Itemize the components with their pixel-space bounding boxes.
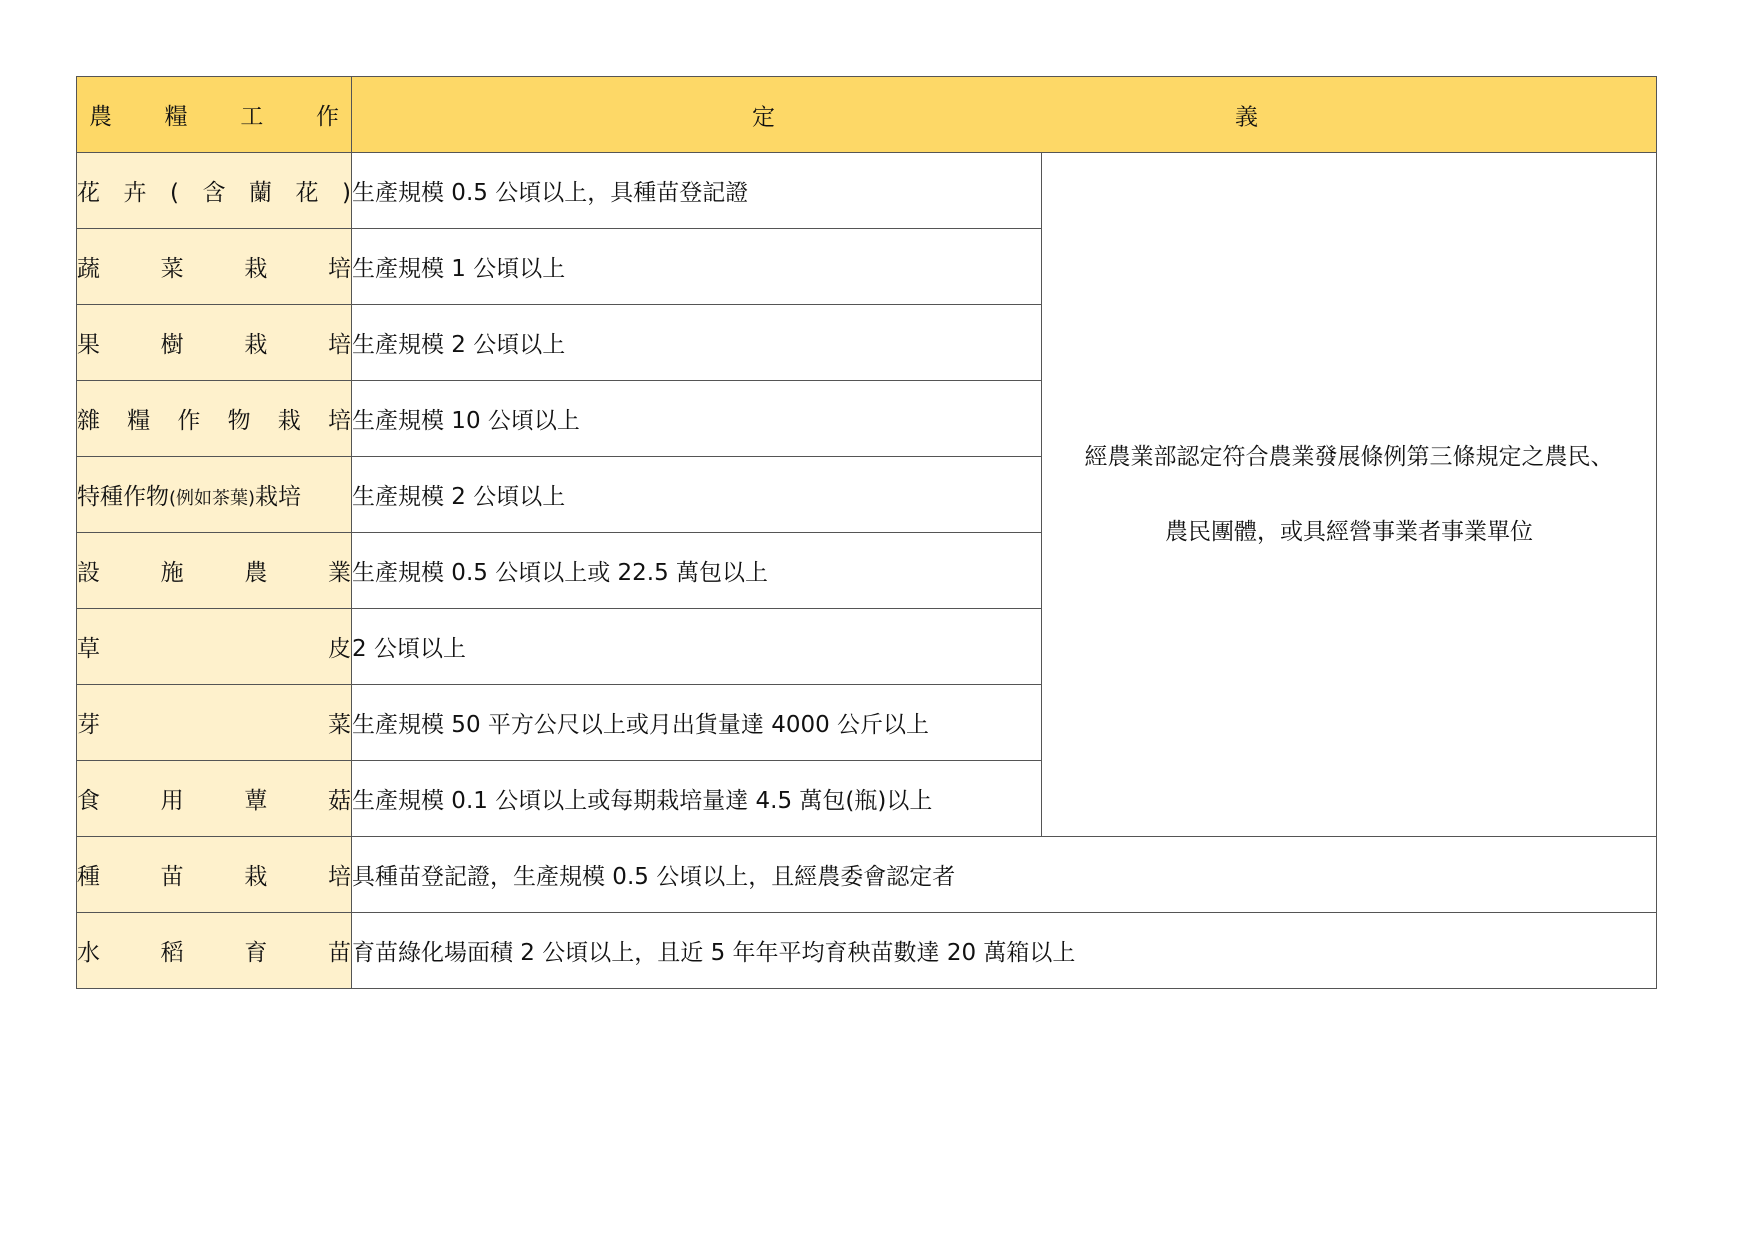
requirement-cell: 生產規模 1 公頃以上 — [352, 229, 1042, 305]
agriculture-definition-table — [76, 76, 1657, 989]
work-cell: 花卉(含蘭花) — [77, 153, 352, 229]
requirement-cell: 生產規模 2 公頃以上 — [352, 457, 1042, 533]
work-cell: 雜糧作物栽培 — [77, 381, 352, 457]
work-cell: 水稻育苗 — [77, 913, 352, 989]
work-cell: 種苗栽培 — [77, 837, 352, 913]
definition-line-2: 農民團體，或具經營事業者事業單位 — [1165, 518, 1533, 545]
work-cell: 特種作物(例如茶葉)栽培 — [77, 457, 352, 533]
work-cell: 食用蕈菇 — [77, 761, 352, 837]
table-row — [77, 837, 1657, 913]
work-cell: 蔬菜栽培 — [77, 229, 352, 305]
table-row — [77, 913, 1657, 989]
requirement-cell: 生產規模 0.5 公頃以上，具種苗登記證 — [352, 153, 1042, 229]
work-cell: 設施農業 — [77, 533, 352, 609]
work-cell: 草皮 — [77, 609, 352, 685]
requirement-cell: 具種苗登記證，生產規模 0.5 公頃以上，且經農委會認定者 — [352, 837, 1657, 913]
requirement-cell: 生產規模 10 公頃以上 — [352, 381, 1042, 457]
table-row — [77, 153, 1657, 229]
requirement-cell: 生產規模 0.1 公頃以上或每期栽培量達 4.5 萬包(瓶)以上 — [352, 761, 1042, 837]
requirement-cell: 2 公頃以上 — [352, 609, 1042, 685]
work-cell: 芽菜 — [77, 685, 352, 761]
header-definition-char-1: 定 — [752, 104, 775, 130]
header-definition-char-2: 義 — [1235, 104, 1258, 130]
header-work: 農糧工作 — [77, 77, 352, 153]
shared-definition-cell — [1042, 153, 1657, 837]
requirement-cell: 生產規模 0.5 公頃以上或 22.5 萬包以上 — [352, 533, 1042, 609]
requirement-cell: 生產規模 50 平方公尺以上或月出貨量達 4000 公斤以上 — [352, 685, 1042, 761]
definition-line-1: 經農業部認定符合農業發展條例第三條規定之農民、 — [1084, 443, 1614, 470]
requirement-cell: 育苗綠化場面積 2 公頃以上，且近 5 年年平均育秧苗數達 20 萬箱以上 — [352, 913, 1657, 989]
table-header-row — [77, 77, 1657, 153]
header-definition — [352, 77, 1657, 153]
requirement-cell: 生產規模 2 公頃以上 — [352, 305, 1042, 381]
work-cell: 果樹栽培 — [77, 305, 352, 381]
